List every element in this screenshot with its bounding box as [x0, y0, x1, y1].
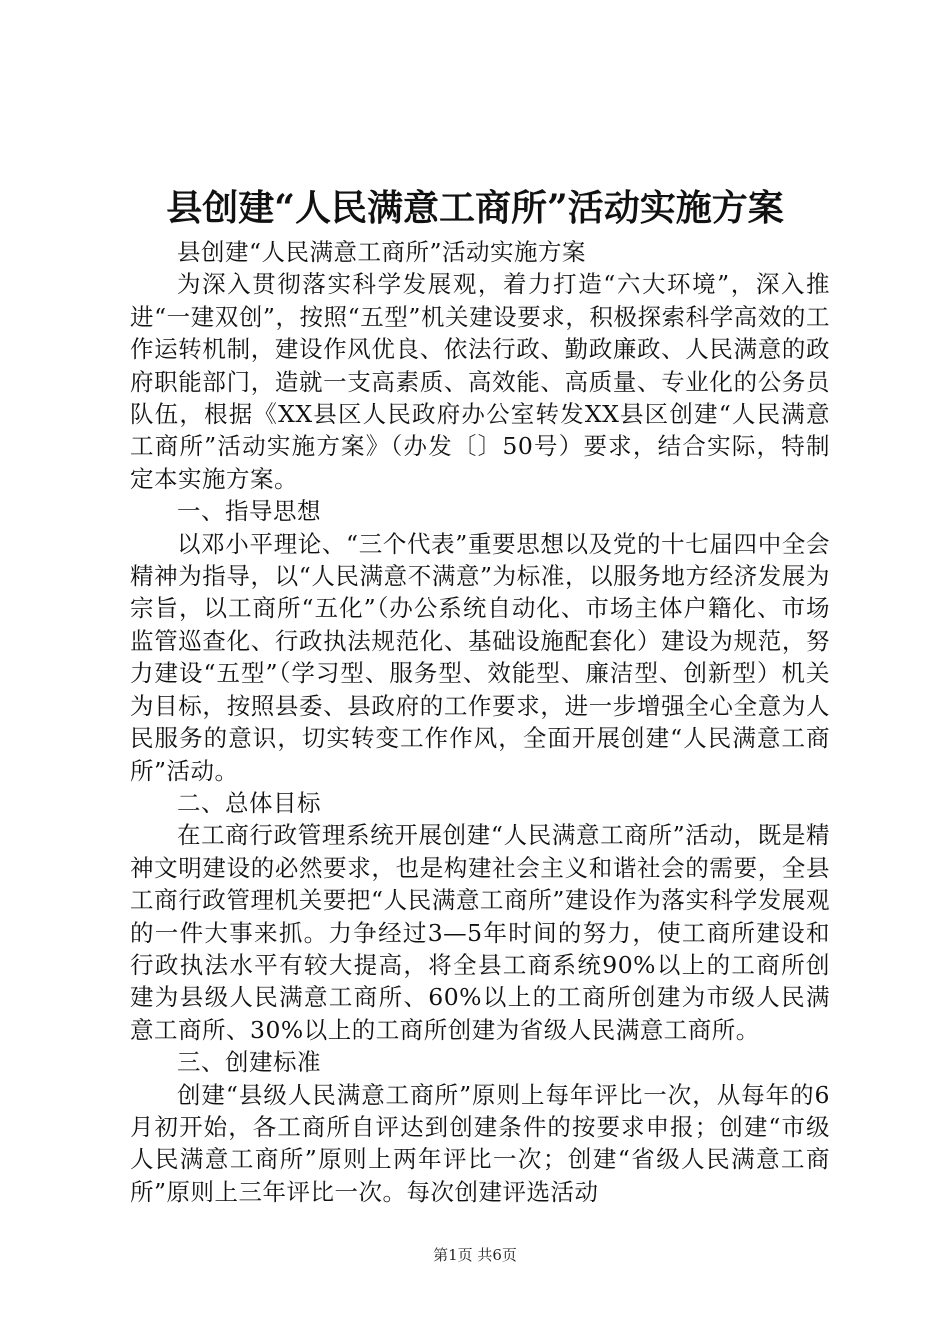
section-heading-overall-goal: 二、总体目标	[177, 788, 321, 817]
document-body	[130, 236, 830, 1208]
intro-paragraph: 为深入贯彻落实科学发展观，着力打造“六大环境”，深入推进“一建双创”，按照“五型”机关建设要求，积极探索科学高效的工作运转机制，建设作风优良、依法行政、勤政廉政、人民满意的政府职能部门，造就一支高素质、高效能、高质量、专业化的公务员队伍，根据《XX县区人民政府办公室转发XX县区创建“人民满意工商所”活动实施方案》（办发〔〕50号）要求，结合实际，特制定本实施方案。	[130, 270, 830, 493]
section-text-overall-goal: 在工商行政管理系统开展创建“人民满意工商所”活动，既是精神文明建设的必然要求，也是构建社会主义和谐社会的需要，全县工商行政管理机关要把“人民满意工商所”建设作为落实科学发展观的一件大事来抓。力争经过3—5年时间的努力，使工商所建设和行政执法水平有较大提高，将全县工商系统90%以上的工商所创建为县级人民满意工商所、60%以上的工商所创建为市级人民满意工商所、30%以上的工商所创建为省级人民满意工商所。	[130, 821, 830, 1044]
document-title: 县创建“人民满意工商所”活动实施方案	[166, 187, 784, 229]
section-text-standards: 创建“县级人民满意工商所”原则上每年评比一次，从每年的6月初开始，各工商所自评达到创建条件的按要求申报；创建“市级人民满意工商所”原则上两年评比一次；创建“省级人民满意工商所”原则上三年评比一次。每次创建评选活动	[130, 1080, 830, 1206]
section-heading-guiding-ideology: 一、指导思想	[177, 497, 321, 526]
section-text-guiding-ideology: 以邓小平理论、“三个代表”重要思想以及党的十七届四中全会精神为指导，以“人民满意不满意”为标准，以服务地方经济发展为宗旨，以工商所“五化”（办公系统自动化、市场主体户籍化、市场监管巡查化、行政执法规范化、基础设施配套化）建设为规范，努力建设“五型”（学习型、服务型、效能型、廉洁型、创新型）机关为目标，按照县委、县政府的工作要求，进一步增强全心全意为人民服务的意识，切实转变工作作风，全面开展创建“人民满意工商所”活动。	[130, 529, 830, 785]
section-heading-standards: 三、创建标准	[177, 1048, 321, 1077]
page-footer: 第1页 共6页	[433, 1246, 517, 1264]
document-subtitle: 县创建“人民满意工商所”活动实施方案	[177, 238, 587, 266]
